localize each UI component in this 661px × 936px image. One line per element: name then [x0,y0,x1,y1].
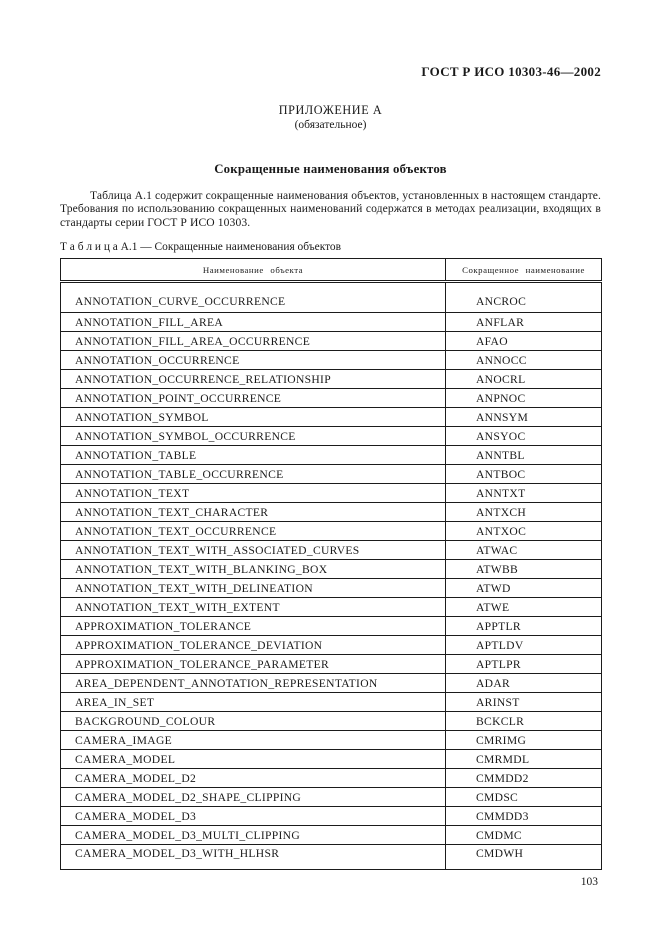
table-row [61,636,602,655]
object-name-cell: ANNOTATION_TEXT_WITH_EXTENT [61,598,446,617]
table-row [61,598,602,617]
table-row [61,370,602,389]
object-name-cell: ANNOTATION_TEXT_WITH_BLANKING_BOX [61,560,446,579]
abbr-cell: APTLPR [446,655,602,674]
table-row [61,408,602,427]
object-name-cell: ANNOTATION_TABLE_OCCURRENCE [61,465,446,484]
abbr-cell: ANNSYM [446,408,602,427]
appendix-title: ПРИЛОЖЕНИЕ А [278,103,383,117]
object-name-cell: ANNOTATION_TEXT_WITH_DELINEATION [61,579,446,598]
abbr-cell: ANFLAR [446,313,602,332]
table-row [61,826,602,845]
column-header-abbreviation: Сокращенное наименование [446,259,602,282]
object-name-cell: CAMERA_MODEL_D2 [61,769,446,788]
table-row [61,769,602,788]
document-code-header: ГОСТ Р ИСО 10303-46—2002 [421,64,601,79]
object-name-cell: ANNOTATION_TEXT_CHARACTER [61,503,446,522]
column-header-object-name: Наименование объекта [61,259,446,282]
object-name-cell: CAMERA_IMAGE [61,731,446,750]
table-row [61,484,602,503]
abbr-cell: ANNTXT [446,484,602,503]
object-name-cell: ANNOTATION_CURVE_OCCURRENCE [75,295,286,309]
abbr-cell: APPTLR [446,617,602,636]
objects-table [60,258,602,870]
object-name-cell: ANNOTATION_OCCURRENCE [61,351,446,370]
table-row [61,579,602,598]
table-row [61,332,602,351]
abbr-cell: ANNTBL [446,446,602,465]
table-row [61,655,602,674]
object-name-cell: ANNOTATION_OCCURRENCE_RELATIONSHIP [61,370,446,389]
abbr-cell: ANCROC [446,282,602,313]
object-name-cell: ANNOTATION_TEXT_OCCURRENCE [61,522,446,541]
table-row [61,674,602,693]
object-name-cell: CAMERA_MODEL_D2_SHAPE_CLIPPING [61,788,446,807]
table-row [61,712,602,731]
abbr-cell: ATWBB [446,560,602,579]
abbr-cell: ATWD [446,579,602,598]
abbr-cell: ATWE [446,598,602,617]
abbr-cell: ANSYOC [446,427,602,446]
object-name-cell: AREA_IN_SET [61,693,446,712]
table-row [61,427,602,446]
object-name-cell: APPROXIMATION_TOLERANCE_DEVIATION [61,636,446,655]
object-name-cell: CAMERA_MODEL_D3_WITH_HLHSR [61,845,446,870]
page-number: 103 [580,876,598,889]
abbr-cell: BCKCLR [446,712,602,731]
object-name-cell: ANNOTATION_POINT_OCCURRENCE [61,389,446,408]
abbr-cell: CMDWH [446,845,602,870]
abbr-cell: ARINST [446,693,602,712]
object-name-cell: CAMERA_MODEL [61,750,446,769]
abbr-cell: ATWAC [446,541,602,560]
abbr-cell: CMDMC [446,826,602,845]
object-name-cell: ANNOTATION_SYMBOL_OCCURRENCE [61,427,446,446]
object-name-cell: ANNOTATION_TABLE [61,446,446,465]
abbr-cell: ANTXCH [446,503,602,522]
object-name-cell: ANNOTATION_SYMBOL [61,408,446,427]
object-name-cell: ANNOTATION_FILL_AREA [61,313,446,332]
section-title: Сокращенные наименования объектов [214,162,447,176]
object-name-cell: BACKGROUND_COLOUR [61,712,446,731]
abbr-cell: CMRIMG [446,731,602,750]
abbr-cell: CMRMDL [446,750,602,769]
object-name-cell: APPROXIMATION_TOLERANCE_PARAMETER [61,655,446,674]
abbr-cell: CMMDD3 [446,807,602,826]
object-name-cell: APPROXIMATION_TOLERANCE [61,617,446,636]
abbr-cell: ANOCRL [446,370,602,389]
abbr-cell: APTLDV [446,636,602,655]
table-row [61,282,602,313]
objects-table-header [61,259,602,282]
object-name-cell: ANNOTATION_FILL_AREA_OCCURRENCE [61,332,446,351]
table-row [61,617,602,636]
table-row [61,465,602,484]
table-caption: Т а б л и ц а А.1 — Сокращенные наименования объектов [60,241,341,254]
appendix-subtitle: (обязательное) [294,119,367,131]
table-row [61,788,602,807]
object-name-cell: CAMERA_MODEL_D3_MULTI_CLIPPING [61,826,446,845]
table-row [61,807,602,826]
table-row [61,503,602,522]
table-row [61,522,602,541]
table-row [61,731,602,750]
abbr-cell: ANTXOC [446,522,602,541]
table-row [61,389,602,408]
table-row [61,693,602,712]
object-name-cell: ANNOTATION_TEXT_WITH_ASSOCIATED_CURVES [61,541,446,560]
table-row [61,541,602,560]
table-row [61,313,602,332]
intro-paragraph: Таблица А.1 содержит сокращенные наименования объектов, установленных в настоящем стандарте. Требования по использованию сокращенных наименований содержатся в методах реализации, входящих в стандарты серии ГОСТ Р ИСО 10303. [60,189,601,229]
table-row [61,845,602,870]
table-row [61,351,602,370]
table-row [61,750,602,769]
object-name-cell: ANNOTATION_TEXT [61,484,446,503]
abbr-cell: AFAO [446,332,602,351]
object-name-cell: CAMERA_MODEL_D3 [61,807,446,826]
abbr-cell: CMMDD2 [446,769,602,788]
abbr-cell: ADAR [446,674,602,693]
table-row [61,560,602,579]
abbr-cell: ANNOCC [446,351,602,370]
table-row [61,446,602,465]
abbr-cell: ANTBOC [446,465,602,484]
object-name-cell: AREA_DEPENDENT_ANNOTATION_REPRESENTATION [61,674,446,693]
objects-table-body [61,282,602,870]
abbr-cell: ANPNOC [446,389,602,408]
abbr-cell: CMDSC [446,788,602,807]
